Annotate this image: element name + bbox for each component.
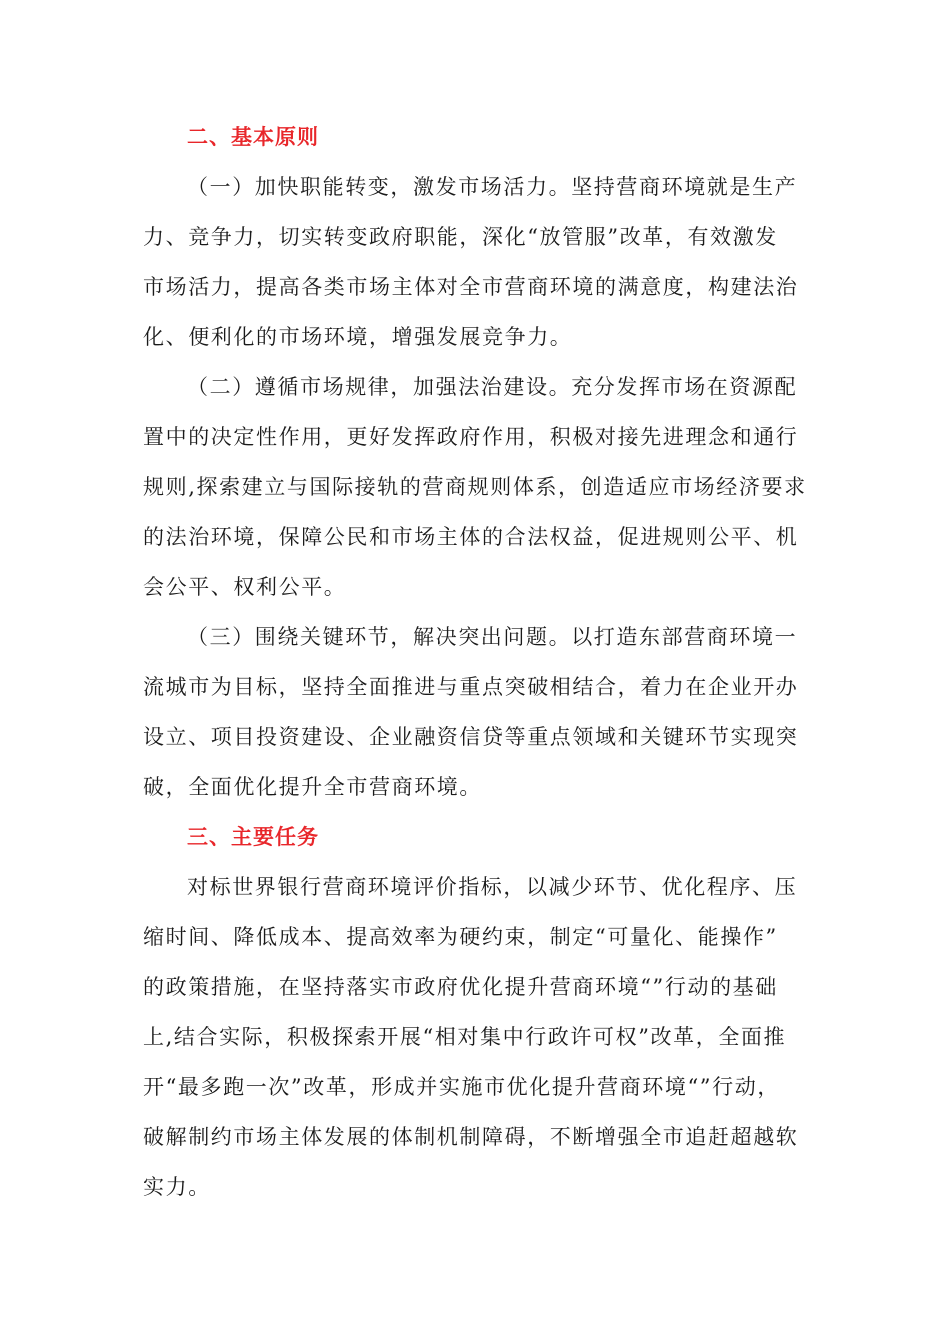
paragraph-principle-3 (143, 612, 823, 812)
text-line: 流城市为目标，坚持全面推进与重点突破相结合，着力在企业开办 (143, 675, 799, 699)
text-line: 力、竞争力，切实转变政府职能，深化“放管服”改革，有效激发 (143, 225, 778, 249)
text-line: 实力。 (143, 1175, 211, 1199)
paragraph-main-tasks (143, 862, 823, 1212)
text-line: 缩时间、降低成本、提高效率为硬约束，制定“可量化、能操作” (143, 925, 778, 949)
text-line: 开“最多跑一次”改革，形成并实施市优化提升营商环境“”行动， (143, 1075, 780, 1099)
section-heading-main-tasks: 三、主要任务 (187, 824, 319, 849)
text-line: 的法治环境，保障公民和市场主体的合法权益，促进规则公平、机 (143, 525, 799, 549)
text-line: 的政策措施，在坚持落实市政府优化提升营商环境“”行动的基础 (143, 975, 778, 999)
document-page (143, 112, 823, 1212)
text-line: 置中的决定性作用，更好发挥政府作用，积极对接先进理念和通行 (143, 425, 799, 449)
text-line: 破，全面优化提升全市营商环境。 (143, 775, 482, 799)
text-line: 对标世界银行营商环境评价指标，以减少环节、优化程序、压 (187, 875, 798, 899)
text-line: （三）围绕关键环节，解决突出问题。以打造东部营商环境一 (187, 625, 798, 649)
text-line: 会公平、权利公平。 (143, 575, 347, 599)
section-heading-basic-principles: 二、基本原则 (187, 124, 319, 149)
text-line: （二）遵循市场规律，加强法治建设。充分发挥市场在资源配 (187, 375, 798, 399)
text-line: 设立、项目投资建设、企业融资信贷等重点领域和关键环节实现突 (143, 725, 799, 749)
text-line: （一）加快职能转变，激发市场活力。坚持营商环境就是生产 (187, 175, 798, 199)
text-line: 破解制约市场主体发展的体制机制障碍，不断增强全市追赶超越软 (143, 1125, 799, 1149)
text-line: 规则,探索建立与国际接轨的营商规则体系，创造适应市场经济要求 (143, 475, 807, 499)
text-line: 市场活力，提高各类市场主体对全市营商环境的满意度，构建法治 (143, 275, 799, 299)
text-line: 化、便利化的市场环境，增强发展竞争力。 (143, 325, 573, 349)
text-line: 上,结合实际，积极探索开展“相对集中行政许可权”改革，全面推 (143, 1025, 787, 1049)
paragraph-principle-2 (143, 362, 823, 612)
paragraph-principle-1 (143, 162, 823, 362)
